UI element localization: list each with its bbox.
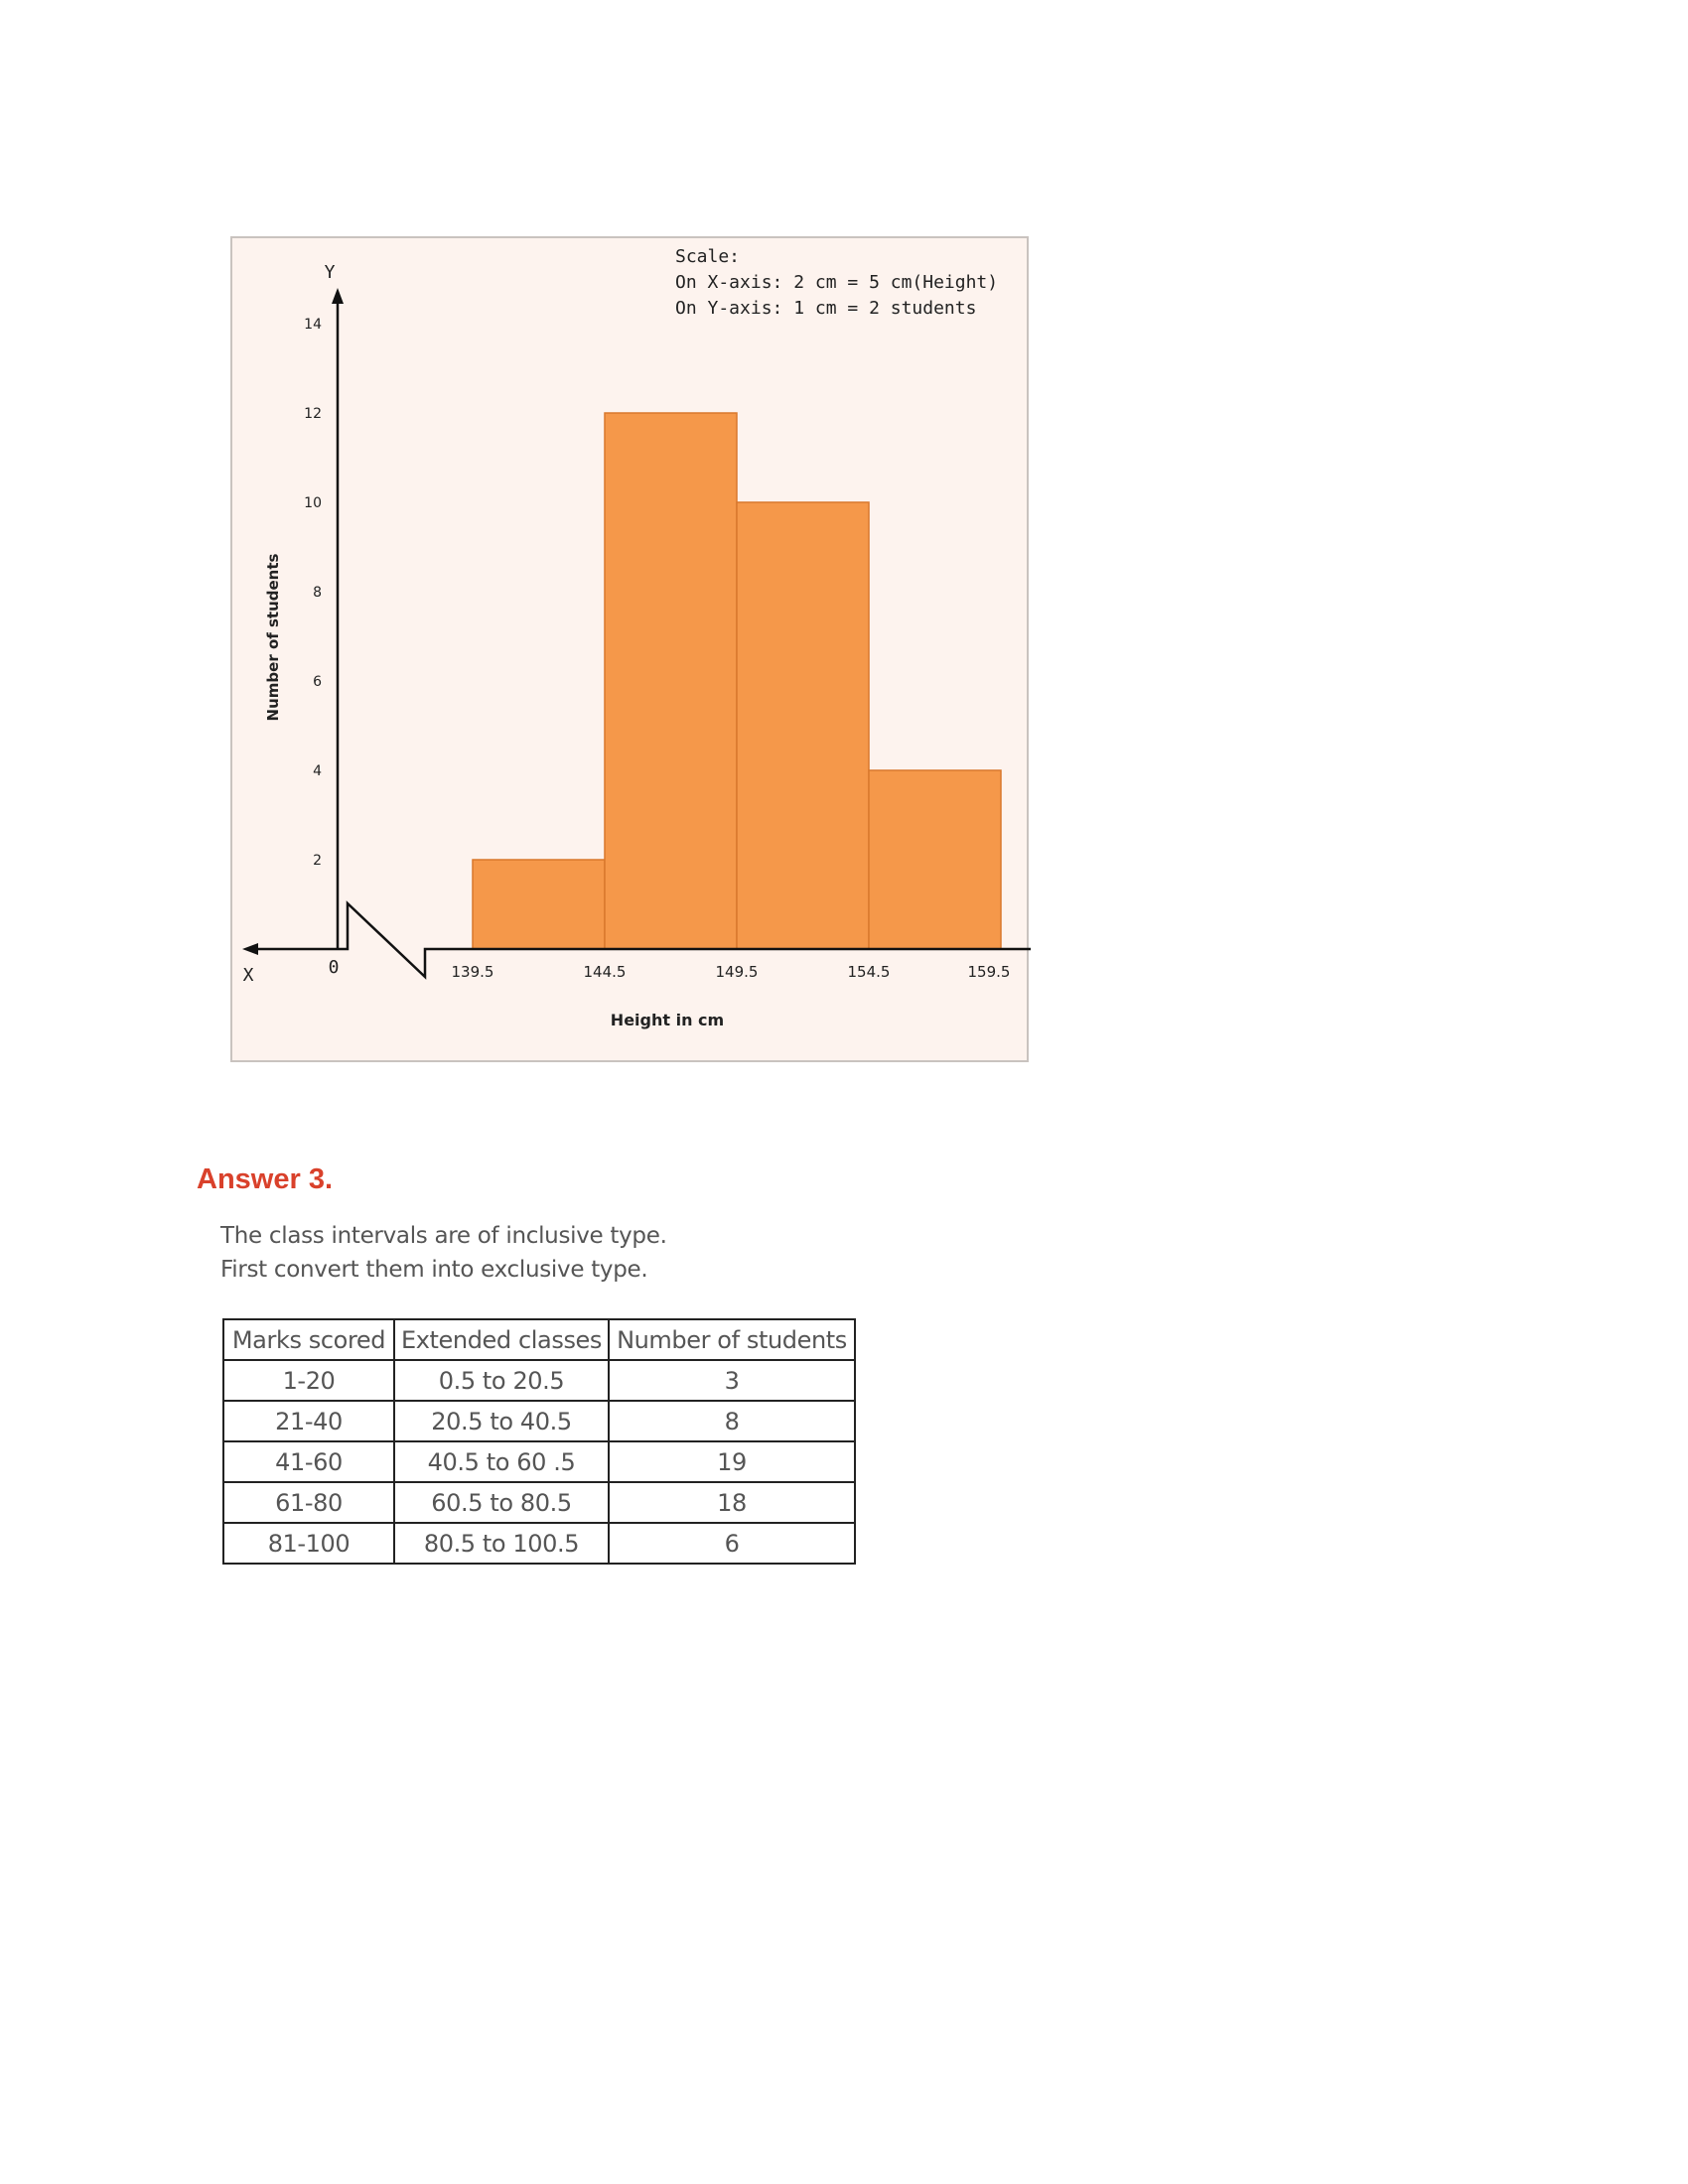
cell-students: 18 xyxy=(609,1482,855,1523)
header-extended-classes: Extended classes xyxy=(394,1319,609,1360)
cell-students: 8 xyxy=(609,1401,855,1441)
table-header-row xyxy=(223,1319,855,1360)
histogram-bar xyxy=(473,860,605,949)
header-marks-scored: Marks scored xyxy=(223,1319,394,1360)
x-axis-label: Height in cm xyxy=(610,1011,725,1029)
marks-table xyxy=(222,1318,856,1565)
scale-x-line: On X-axis: 2 cm = 5 cm(Height) xyxy=(675,272,999,293)
answer-heading: Answer 3. xyxy=(197,1163,333,1195)
x-tick-label: 149.5 xyxy=(715,963,759,981)
scale-title: Scale: xyxy=(675,246,741,267)
cell-extended: 0.5 to 20.5 xyxy=(394,1360,609,1401)
y-tick-label: 8 xyxy=(313,585,322,601)
scale-y-line: On Y-axis: 1 cm = 2 students xyxy=(675,298,977,319)
y-tick-label: 6 xyxy=(313,674,322,690)
table-row xyxy=(223,1482,855,1523)
header-number-of-students: Number of students xyxy=(609,1319,855,1360)
cell-extended: 80.5 to 100.5 xyxy=(394,1523,609,1564)
y-axis-letter: Y xyxy=(324,262,336,283)
x-tick-label: 154.5 xyxy=(847,963,891,981)
intro-line-2: First convert them into exclusive type. xyxy=(220,1257,648,1283)
histogram-chart xyxy=(230,236,1031,1064)
histogram-bar xyxy=(869,770,1001,949)
table-row xyxy=(223,1401,855,1441)
cell-students: 3 xyxy=(609,1360,855,1401)
y-tick-label: 14 xyxy=(304,317,322,333)
y-axis-label: Number of students xyxy=(264,553,282,722)
histogram-bar xyxy=(737,502,869,949)
cell-students: 6 xyxy=(609,1523,855,1564)
intro-line-1: The class intervals are of inclusive type. xyxy=(220,1223,667,1249)
x-tick-label: 159.5 xyxy=(967,963,1011,981)
y-tick-label: 2 xyxy=(313,853,322,869)
cell-students: 19 xyxy=(609,1441,855,1482)
cell-extended: 20.5 to 40.5 xyxy=(394,1401,609,1441)
cell-marks: 61-80 xyxy=(223,1482,394,1523)
cell-extended: 60.5 to 80.5 xyxy=(394,1482,609,1523)
answer-intro xyxy=(220,1219,667,1287)
cell-marks: 81-100 xyxy=(223,1523,394,1564)
origin-label: 0 xyxy=(328,957,340,978)
x-tick-label: 139.5 xyxy=(451,963,494,981)
y-tick-label: 12 xyxy=(304,406,322,422)
cell-marks: 41-60 xyxy=(223,1441,394,1482)
histogram-bar xyxy=(605,413,737,949)
cell-marks: 1-20 xyxy=(223,1360,394,1401)
cell-marks: 21-40 xyxy=(223,1401,394,1441)
table-row xyxy=(223,1360,855,1401)
x-axis-letter: X xyxy=(242,965,254,986)
table-row xyxy=(223,1441,855,1482)
y-tick-label: 10 xyxy=(304,495,322,511)
x-tick-label: 144.5 xyxy=(583,963,627,981)
y-tick-label: 4 xyxy=(313,763,322,779)
cell-extended: 40.5 to 60 .5 xyxy=(394,1441,609,1482)
table-row xyxy=(223,1523,855,1564)
